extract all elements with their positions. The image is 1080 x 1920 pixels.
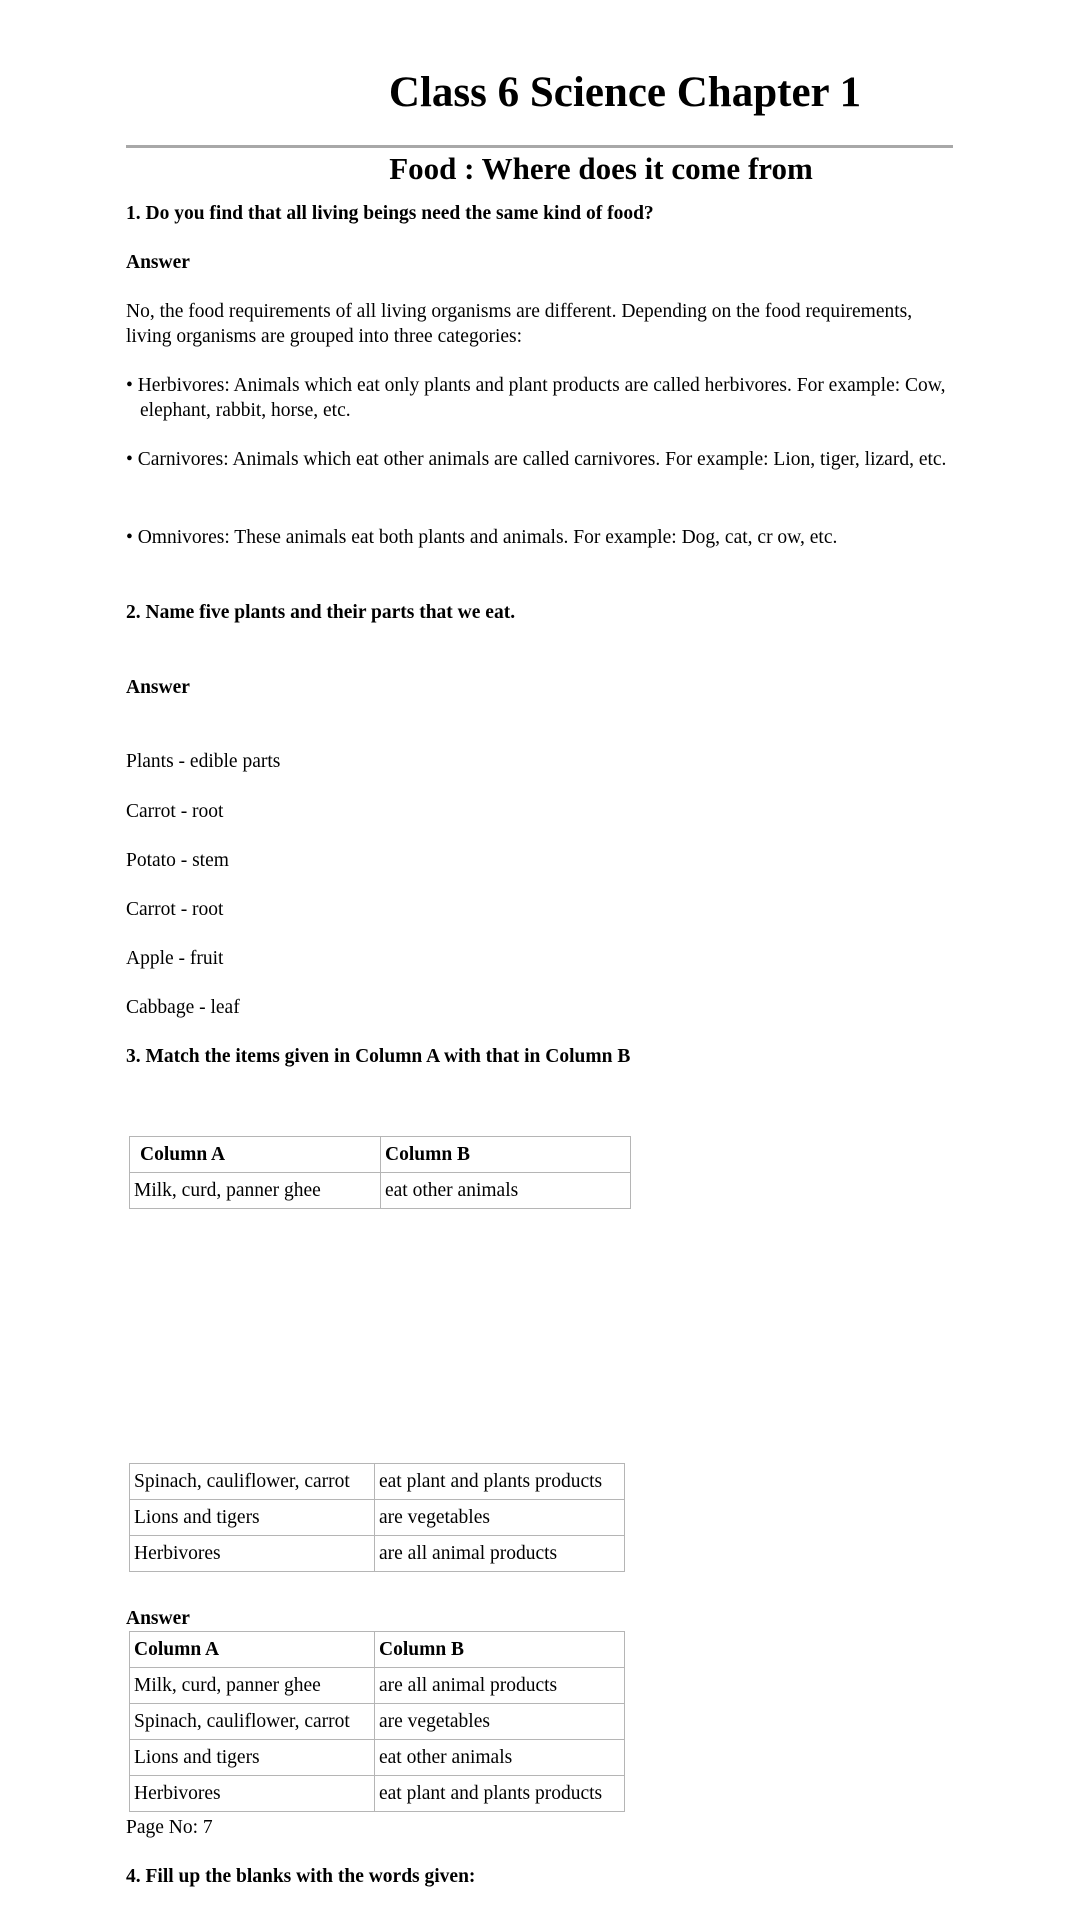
question-4: 4. Fill up the blanks with the words given: <box>126 1866 476 1887</box>
answer-2-label: Answer <box>126 677 190 698</box>
table-cell: Milk, curd, panner ghee <box>130 1668 375 1704</box>
table-cell: Herbivores <box>130 1776 375 1812</box>
table-row <box>130 1536 625 1572</box>
table-cell: eat plant and plants products <box>375 1464 625 1500</box>
table-row <box>130 1464 625 1500</box>
question-1: 1. Do you find that all living beings need the same kind of food? <box>126 203 654 224</box>
page-number: Page No: 7 <box>126 1817 213 1838</box>
table-row <box>130 1704 625 1740</box>
column-b-header: Column B <box>381 1137 631 1173</box>
table-cell: Milk, curd, panner ghee <box>130 1173 381 1209</box>
table-cell: eat plant and plants products <box>375 1776 625 1812</box>
table-cell: Lions and tigers <box>130 1740 375 1776</box>
column-a-header: Column A <box>130 1632 375 1668</box>
table-row <box>130 1173 631 1209</box>
answer-1-bullet-herbivores: • Herbivores: Animals which eat only plants and plant products are called herbivores. For example: Cow, elephant, rabbit, horse, etc. <box>126 375 946 421</box>
answer-1-intro: No, the food requirements of all living organisms are different. Depending on the food requirements, living organisms are grouped into three categories: <box>126 301 913 347</box>
table-cell: Spinach, cauliflower, carrot <box>130 1704 375 1740</box>
table-header-row <box>130 1137 631 1173</box>
answer-1-bullet-omnivores: • Omnivores: These animals eat both plants and animals. For example: Dog, cat, cr ow, etc. <box>126 527 838 548</box>
document-title: Class 6 Science Chapter 1 <box>388 69 862 116</box>
answer-1-bullet-carnivores: • Carnivores: Animals which eat other animals are called carnivores. For example: Lion, tiger, lizard, etc. <box>126 449 947 470</box>
question-3: 3. Match the items given in Column A with that in Column B <box>126 1046 631 1067</box>
answer-3-label: Answer <box>126 1608 190 1629</box>
table-row <box>130 1740 625 1776</box>
chapter-subtitle: Food : Where does it come from <box>389 151 813 186</box>
answer-2-line: Carrot - root <box>126 801 224 822</box>
table-cell: Spinach, cauliflower, carrot <box>130 1464 375 1500</box>
answer-2-line: Plants - edible parts <box>126 751 281 772</box>
answer-2-line: Cabbage - leaf <box>126 997 240 1018</box>
table-cell: eat other animals <box>375 1740 625 1776</box>
answer-2-line: Carrot - root <box>126 899 224 920</box>
column-b-header: Column B <box>375 1632 625 1668</box>
table-cell: are all animal products <box>375 1668 625 1704</box>
table-cell: Herbivores <box>130 1536 375 1572</box>
answer-2-line: Apple - fruit <box>126 948 224 969</box>
table-cell: are all animal products <box>375 1536 625 1572</box>
table-cell: are vegetables <box>375 1704 625 1740</box>
table-header-row <box>130 1632 625 1668</box>
answer-1-label: Answer <box>126 252 190 273</box>
match-table-top <box>129 1136 631 1209</box>
table-cell: are vegetables <box>375 1500 625 1536</box>
column-a-header: Column A <box>130 1137 381 1173</box>
match-answer-table <box>129 1631 625 1812</box>
answer-2-line: Potato - stem <box>126 850 229 871</box>
question-2: 2. Name five plants and their parts that we eat. <box>126 602 516 623</box>
table-cell: eat other animals <box>381 1173 631 1209</box>
table-cell: Lions and tigers <box>130 1500 375 1536</box>
title-divider <box>126 145 953 148</box>
table-row <box>130 1668 625 1704</box>
table-row <box>130 1500 625 1536</box>
table-row <box>130 1776 625 1812</box>
match-table-bottom <box>129 1463 625 1572</box>
